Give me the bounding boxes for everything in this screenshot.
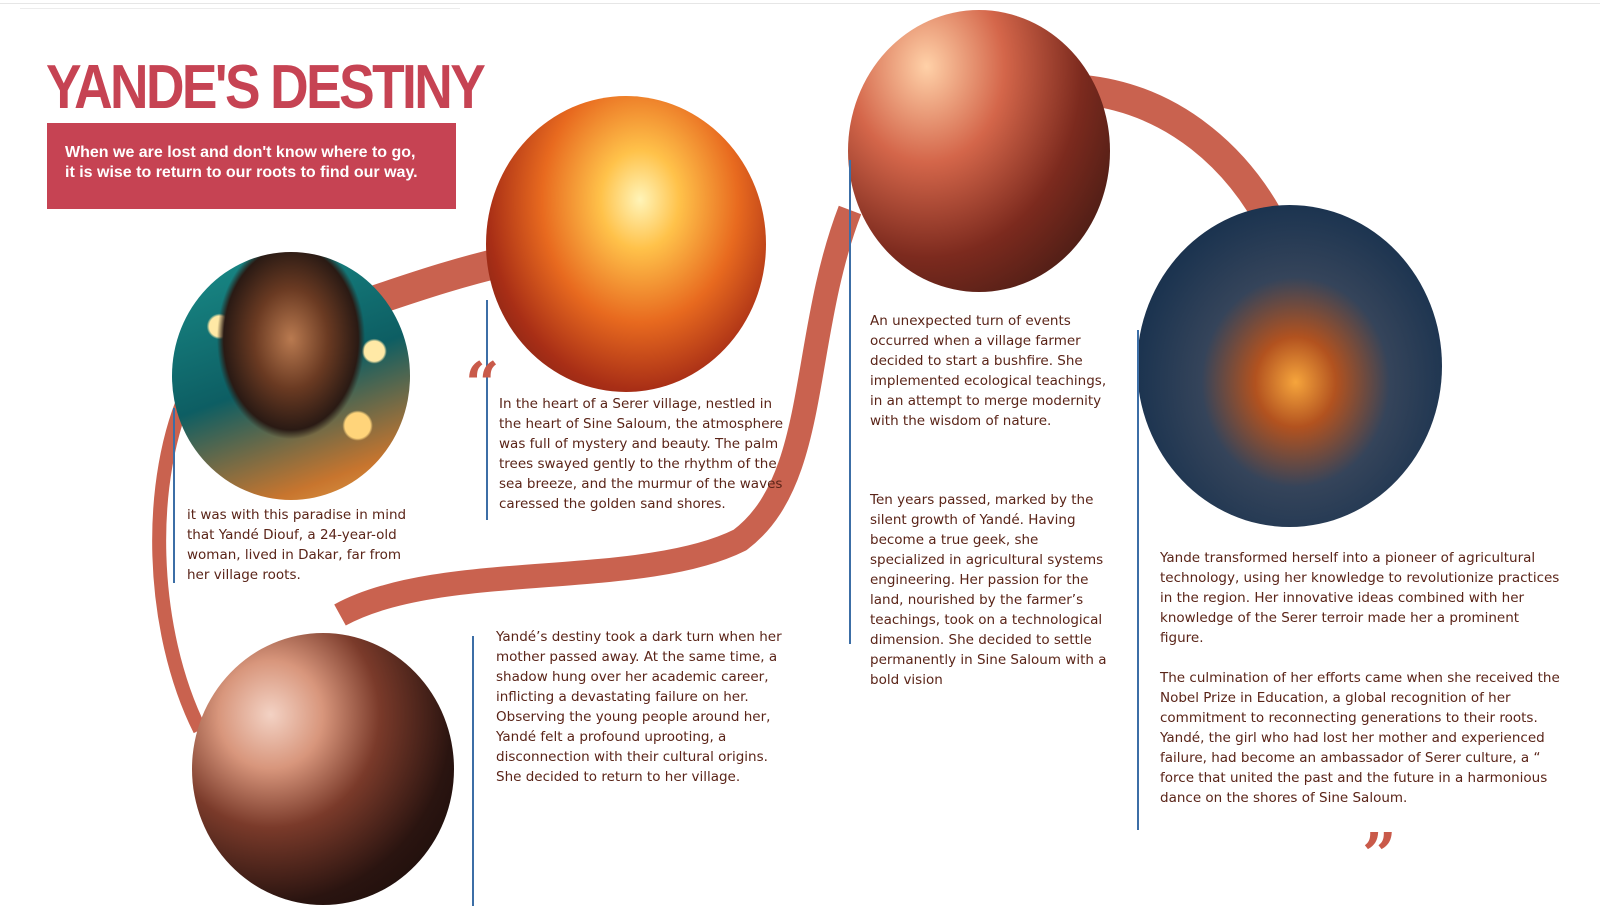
culmination-text: The culmination of her efforts came when she received the Nobel Prize in Education, a global recognition of her commitment to reconnecting generations to their roots. Yandé, the girl who had lost her mother and experienced failure, had become an ambassador of Serer culture, a “ force that united the past and the future in a harmonious dance on the shores of Sine Saloum. [1160, 670, 1560, 806]
farmer-teaching-photo [848, 10, 1110, 292]
divider-1 [173, 408, 175, 583]
divider-3 [472, 636, 474, 906]
tagline-box [47, 123, 456, 209]
village-photo [486, 96, 766, 392]
page-title: YANDE'S DESTINY [46, 53, 484, 122]
turn-of-events-text: An unexpected turn of events occurred when a village farmer decided to start a bushfire. She implemented ecological teachings, in an attempt to merge modernity with the wisdom of nature. [870, 313, 1107, 429]
conclusion-text-block [1160, 548, 1560, 808]
divider-4 [849, 160, 851, 644]
close-quote-icon: ” [1362, 821, 1397, 891]
tagline-line-1: When we are lost and don't know where to go, [65, 144, 416, 161]
open-quote-icon: “ [465, 350, 500, 420]
intro-text: it was with this paradise in mind that Yandé Diouf, a 24-year-old woman, lived in Dakar, far from her village roots. [187, 507, 407, 583]
ten-years-text: Ten years passed, marked by the silent growth of Yandé. Having become a true geek, she specialized in agricultural systems engineering. Her passion for the land, nourished by the farmer’s teachings, took on a technological dimension. She decided to settle permanently in Sine Saloum with a bold vision [870, 492, 1107, 688]
portrait-yande-photo [172, 252, 410, 500]
divider-5 [1137, 330, 1139, 830]
pioneer-text: Yande transformed herself into a pioneer of agricultural technology, using her knowledge to revolutionize practices in the region. Her innovative ideas combined with her knowledge of the Serer terroir made her a prominent figure. [1160, 550, 1560, 646]
tagline-line-2: it is wise to return to our roots to find our way. [65, 164, 418, 181]
ribbon-segment-4 [1085, 90, 1275, 230]
dark-turn-text: Yandé’s destiny took a dark turn when her mother passed away. At the same time, a shadow hung over her academic career, inflicting a devastating failure on her. Observing the young people around her, Yandé felt a profound uprooting, a disconnection with their cultural origins. She decided to return to her village. [496, 629, 782, 785]
village-text: In the heart of a Serer village, nestled in the heart of Sine Saloum, the atmosphere was full of mystery and beauty. The palm trees swayed gently to the rhythm of the sea breeze, and the murmur of the waves caressed the golden sand shores. [499, 396, 784, 512]
mourning-photo [192, 633, 454, 905]
celebration-photo [1137, 205, 1442, 527]
